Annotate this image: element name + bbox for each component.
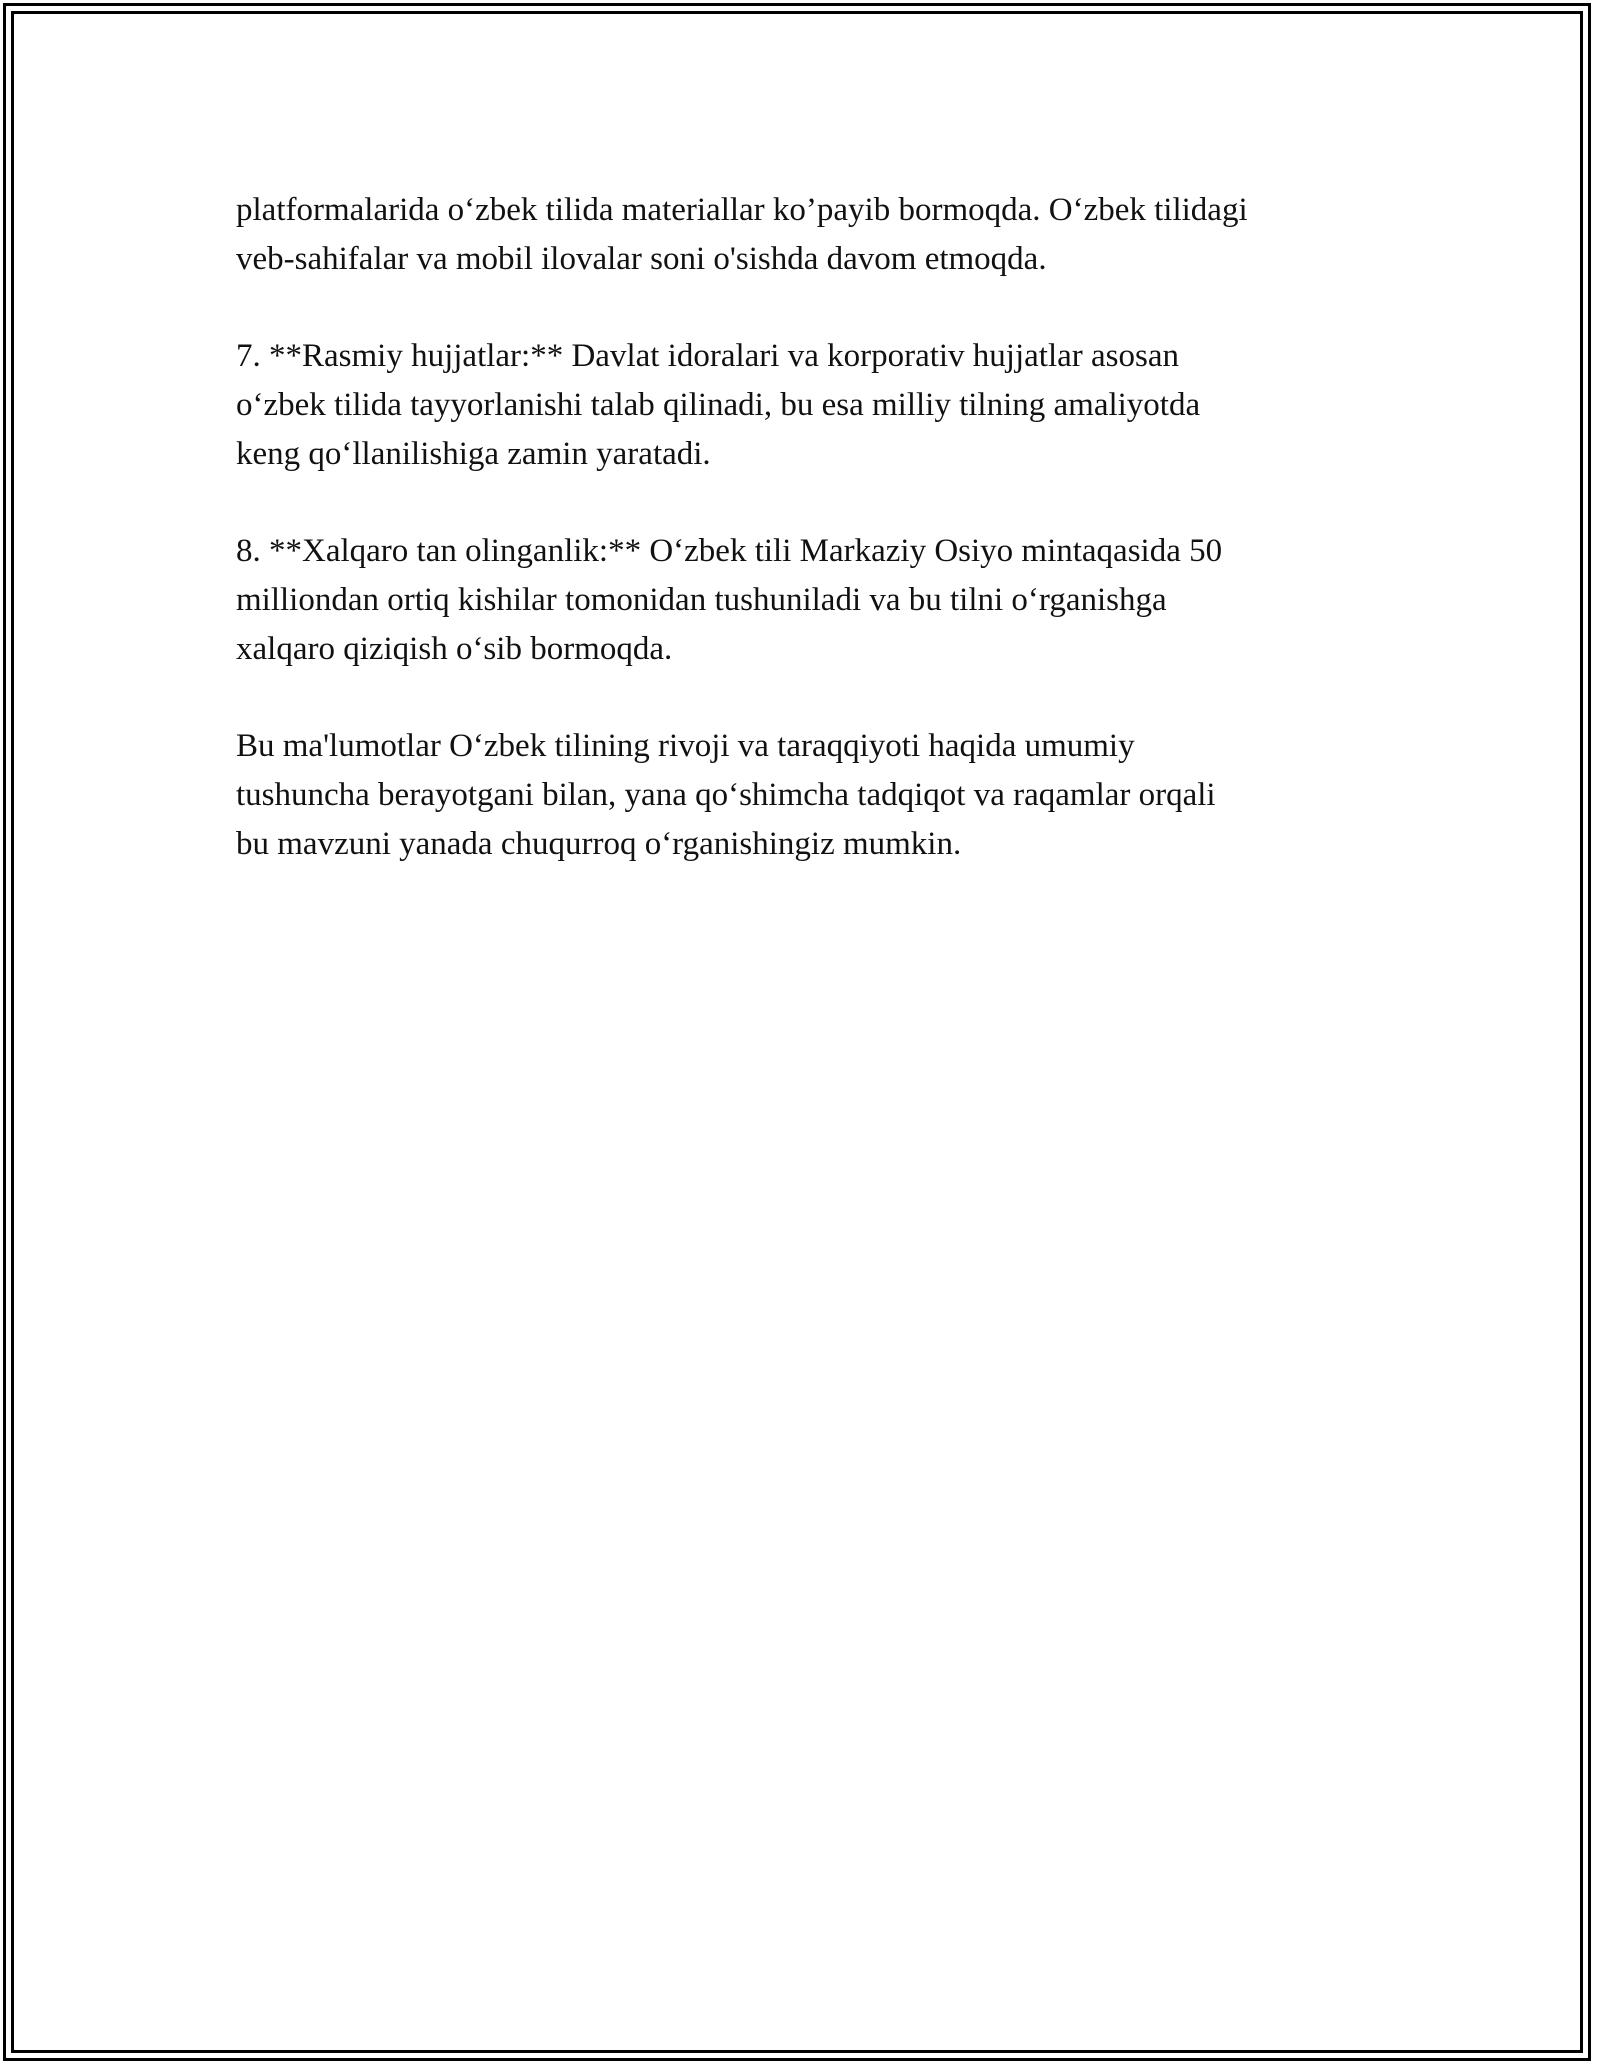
text-line: veb-sahifalar va mobil ilovalar soni o'sishda davom etmoqda.: [236, 241, 1047, 277]
paragraph-item-7: [236, 332, 1386, 479]
text-line: 7. **Rasmiy hujjatlar:** Davlat idoralari va korporativ hujjatlar asosan: [236, 338, 1179, 374]
text-line: bu mavzuni yanada chuqurroq o‘rganishingiz mumkin.: [236, 826, 962, 862]
text-line: milliondan ortiq kishilar tomonidan tushuniladi va bu tilni o‘rganishga: [236, 582, 1167, 618]
text-line: o‘zbek tilida tayyorlanishi talab qilinadi, bu esa milliy tilning amaliyotda: [236, 387, 1201, 423]
text-line: platformalarida o‘zbek tilida materiallar ko’payib bormoqda. O‘zbek tilidagi: [236, 192, 1248, 228]
paragraph-item-8: [236, 527, 1386, 674]
document-body: [236, 186, 1386, 917]
text-line: Bu ma'lumotlar O‘zbek tilining rivoji va taraqqiyoti haqida umumiy: [236, 728, 1135, 764]
text-line: tushuncha berayotgani bilan, yana qo‘shimcha tadqiqot va raqamlar orqali: [236, 777, 1216, 813]
text-line: xalqaro qiziqish o‘sib bormoqda.: [236, 631, 673, 667]
paragraph-continuation: [236, 186, 1386, 284]
text-line: 8. **Xalqaro tan olinganlik:** O‘zbek tili Markaziy Osiyo mintaqasida 50: [236, 533, 1223, 569]
text-line: keng qo‘llanilishiga zamin yaratadi.: [236, 436, 711, 472]
paragraph-conclusion: [236, 722, 1386, 869]
